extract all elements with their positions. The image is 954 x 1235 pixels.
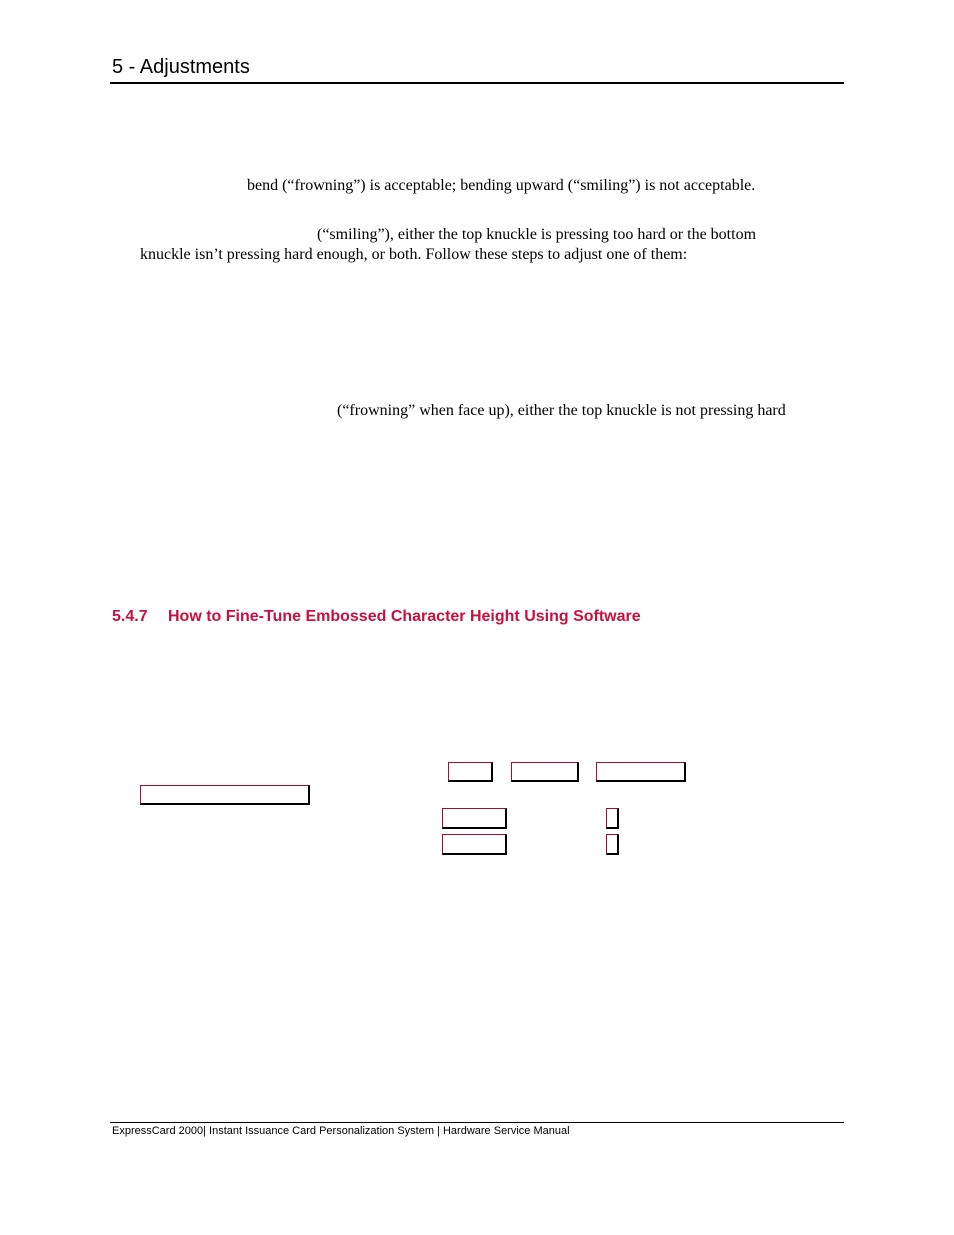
placeholder-box [606,834,619,855]
placeholder-box [140,785,310,805]
body-line: knuckle isn’t pressing hard enough, or both. Follow these steps to adjust one of them: [140,246,688,263]
section-title: How to Fine-Tune Embossed Character Height Using Software [168,608,641,625]
section-heading [112,607,641,627]
placeholder-box [448,762,493,782]
body-line: (“frowning” when face up), either the top knuckle is not pressing hard [337,402,786,419]
footer-divider [110,1122,844,1123]
header-divider [110,82,844,84]
placeholder-box [511,762,579,782]
section-number: 5.4.7 [112,608,148,625]
body-line: bend (“frowning”) is acceptable; bending upward (“smiling”) is not acceptable. [247,177,756,194]
page-title: 5 - Adjustments [112,56,250,78]
placeholder-box [596,762,686,782]
placeholder-box [606,808,619,829]
placeholder-box [442,808,507,829]
footer-text: ExpressCard 2000| Instant Issuance Card Personalization System | Hardware Service Manual [112,1125,570,1137]
body-line: (“smiling”), either the top knuckle is pressing too hard or the bottom [317,226,757,243]
placeholder-box [442,834,507,855]
